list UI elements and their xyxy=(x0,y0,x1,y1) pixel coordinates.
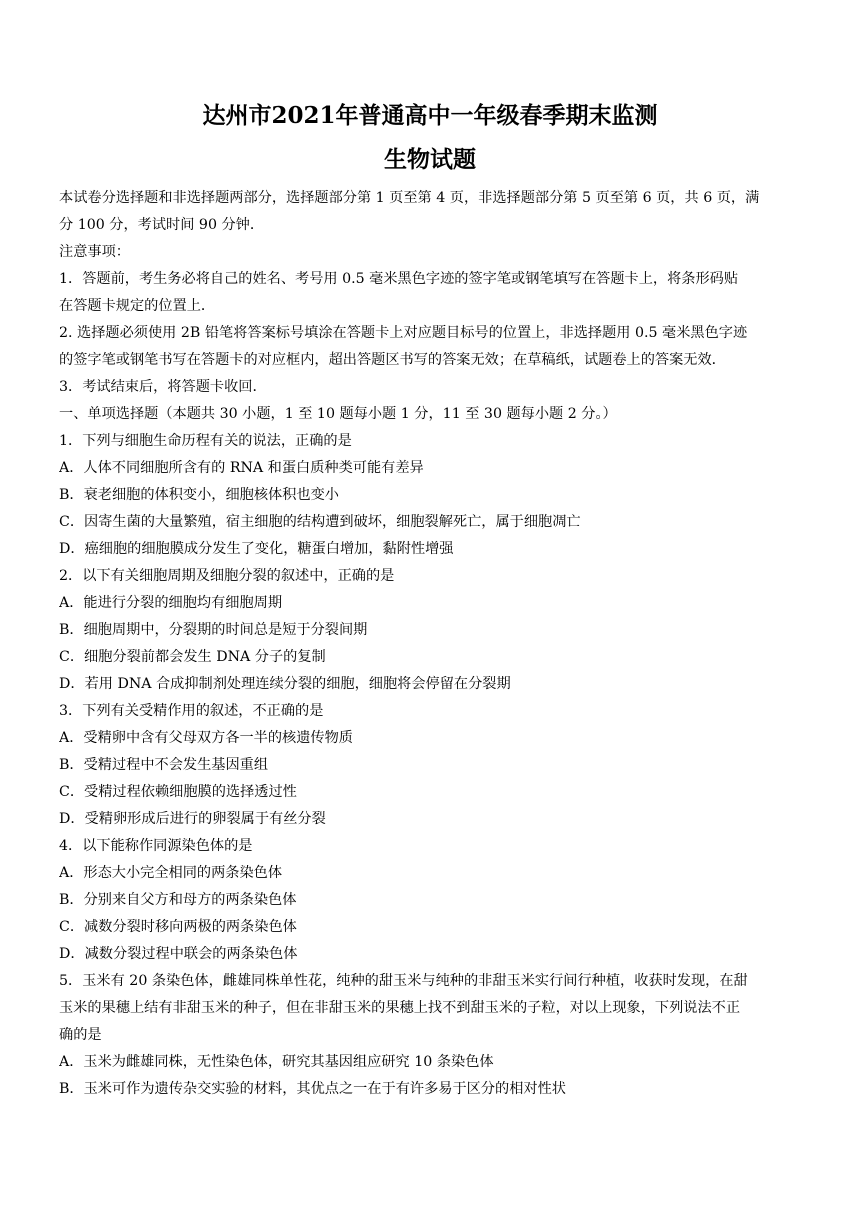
option-line: D．癌细胞的细胞膜成分发生了变化，糖蛋白增加，黏附性增强 xyxy=(59,541,454,557)
option-line: C．细胞分裂前都会发生 DNA 分子的复制 xyxy=(59,649,326,665)
question-stem: 3．下列有关受精作用的叙述，不正确的是 xyxy=(59,703,324,719)
notes-heading: 注意事项： xyxy=(59,244,130,260)
option-line: C．因寄生菌的大量繁殖，宿主细胞的结构遭到破坏，细胞裂解死亡，属于细胞凋亡 xyxy=(59,514,581,530)
option-line: B．细胞周期中，分裂期的时间总是短于分裂间期 xyxy=(59,622,368,638)
page-subtitle: 生物试题 xyxy=(384,146,476,173)
intro-line: 分 100 分，考试时间 90 分钟． xyxy=(59,217,265,233)
question-stem: 2．以下有关细胞周期及细胞分裂的叙述中，正确的是 xyxy=(59,568,395,584)
question-stem: 5．玉米有 20 条染色体，雌雄同株单性花，纯种的甜玉米与纯种的非甜玉米实行间行种植，收获时发现，在甜 xyxy=(59,973,748,989)
option-line: A．玉米为雌雄同株，无性染色体，研究其基因组应研究 10 条染色体 xyxy=(59,1054,494,1070)
option-line: D．若用 DNA 合成抑制剂处理连续分裂的细胞，细胞将会停留在分裂期 xyxy=(59,676,511,692)
note-item: 在答题卡规定的位置上． xyxy=(59,298,216,314)
question-stem: 确的是 xyxy=(59,1027,102,1043)
option-line: A．人体不同细胞所含有的 RNA 和蛋白质种类可能有差异 xyxy=(59,460,424,476)
option-line: A．受精卵中含有父母双方各一半的核遗传物质 xyxy=(59,730,353,746)
option-line: C．减数分裂时移向两极的两条染色体 xyxy=(59,919,297,935)
exam-body xyxy=(59,185,799,1103)
note-item: 2. 选择题必须使用 2B 铅笔将答案标号填涂在答题卡上对应题目标号的位置上，非选择题用 0.5 毫米黑色字迹 xyxy=(59,325,748,341)
section-heading: 一、单项选择题（本题共 30 小题，1 至 10 题每小题 1 分，11 至 30 题每小题 2 分。） xyxy=(59,406,617,422)
note-item: 1．答题前，考生务必将自己的姓名、考号用 0.5 毫米黑色字迹的签字笔或钢笔填写在答题卡上，将条形码贴 xyxy=(59,271,739,287)
option-line: B．衰老细胞的体积变小，细胞核体积也变小 xyxy=(59,487,339,503)
intro-line: 本试卷分选择题和非选择题两部分，选择题部分第 1 页至第 4 页，非选择题部分第 5 页至第 6 页，共 6 页，满 xyxy=(59,190,760,206)
question-stem: 玉米的果穗上结有非甜玉米的种子，但在非甜玉米的果穗上找不到甜玉米的子粒，对以上现象，下列说法不正 xyxy=(59,1000,741,1016)
option-line: D．受精卵形成后进行的卵裂属于有丝分裂 xyxy=(59,811,326,827)
option-line: B．受精过程中不会发生基因重组 xyxy=(59,757,269,773)
option-line: C．受精过程依赖细胞膜的选择透过性 xyxy=(59,784,297,800)
option-line: B．玉米可作为遗传杂交实验的材料，其优点之一在于有许多易于区分的相对性状 xyxy=(59,1081,566,1097)
question-stem: 1．下列与细胞生命历程有关的说法，正确的是 xyxy=(59,433,352,449)
note-item: 的签字笔或钢笔书写在答题卡的对应框内，超出答题区书写的答案无效；在草稿纸，试题卷上的答案无效． xyxy=(59,352,726,368)
option-line: A．能进行分裂的细胞均有细胞周期 xyxy=(59,595,283,611)
option-line: D．减数分裂过程中联会的两条染色体 xyxy=(59,946,298,962)
page-title: 达州市2021年普通高中一年级春季期末监测 xyxy=(202,102,658,129)
question-stem: 4．以下能称作同源染色体的是 xyxy=(59,838,253,854)
option-line: A．形态大小完全相同的两条染色体 xyxy=(59,865,283,881)
note-item: 3．考试结束后，将答题卡收回． xyxy=(59,379,267,395)
option-line: B．分别来自父方和母方的两条染色体 xyxy=(59,892,297,908)
